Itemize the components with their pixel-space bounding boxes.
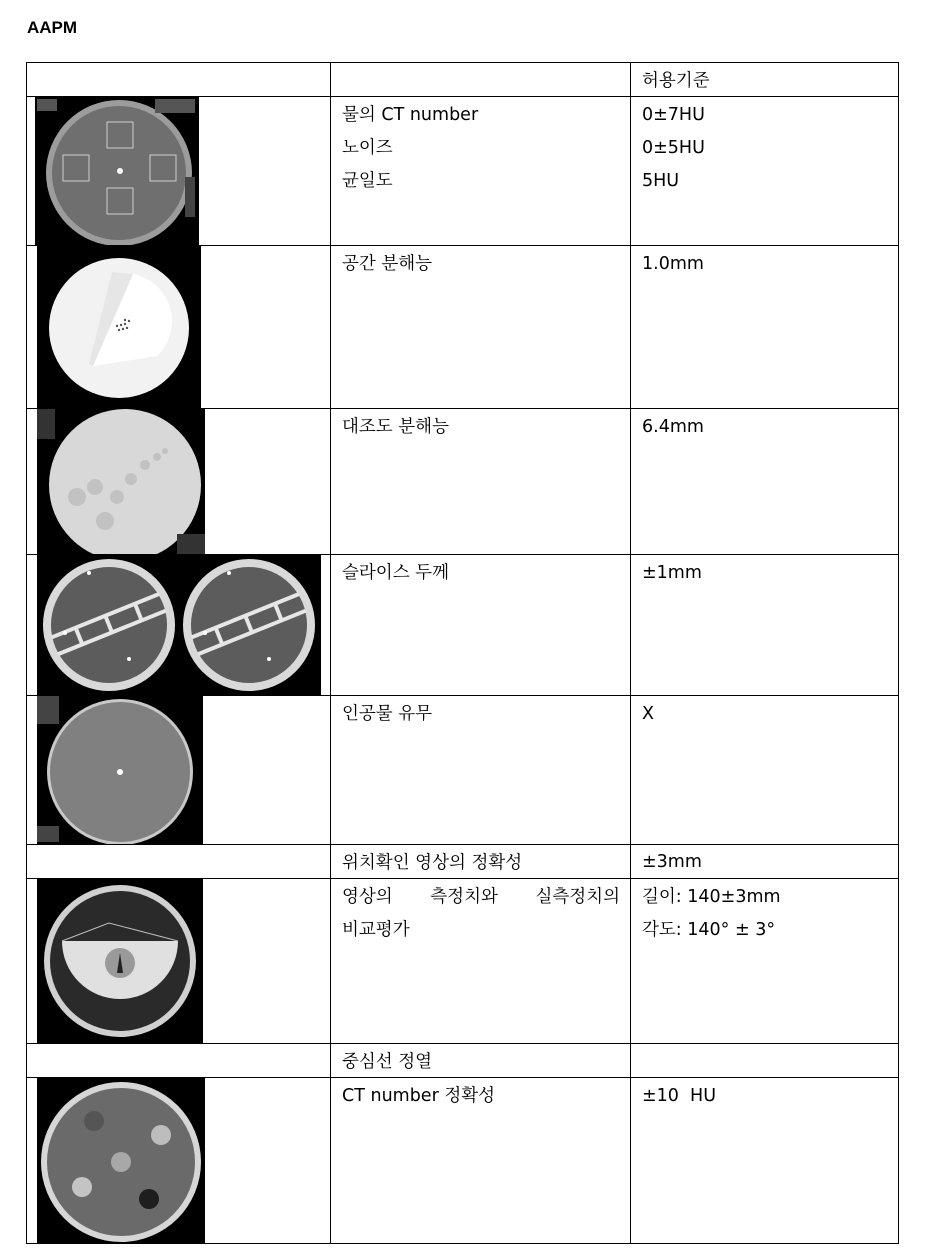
criteria-cell [631,409,899,555]
item-label: 대조도 분해능 [342,417,449,437]
criteria-cell [631,1044,899,1078]
item-word: 실측정치의 [535,887,620,907]
item-label: 공간 분해능 [342,254,433,274]
image-cell [27,97,331,246]
document-title: AAPM [27,18,78,37]
criteria-value: X [642,704,654,724]
table-header-row [27,63,899,97]
criteria-value: 6.4mm [642,417,704,437]
header-criteria-cell: 허용기준 [631,63,899,97]
table-row [27,879,899,1044]
criteria-value: ±1mm [642,563,702,583]
table-row [27,1044,899,1078]
header-image-cell [27,63,331,97]
item-cell [331,555,631,696]
item-cell [331,1078,631,1244]
criteria-cell [631,246,899,409]
image-cell [27,845,331,879]
item-cell [331,97,631,246]
image-cell [27,555,331,696]
item-label [342,887,630,920]
spatial-resolution-phantom-ct-image [37,246,201,408]
criteria-value: 0±7HU [642,105,705,125]
table-row [27,409,899,555]
criteria-value: 길이: 140±3mm [642,887,781,907]
item-label: 인공물 유무 [342,704,433,724]
table-row [27,696,899,845]
criteria-value: 1.0mm [642,254,704,274]
item-cell [331,246,631,409]
criteria-value: 각도: 140° ± 3° [642,920,776,940]
table-row [27,97,899,246]
criteria-cell [631,696,899,845]
distance-angle-phantom-ct-image [37,879,203,1043]
image-cell [27,246,331,409]
image-cell [27,409,331,555]
item-label: 균일도 [342,171,393,191]
table-row [27,555,899,696]
criteria-value: ±10 HU [642,1086,717,1106]
table-row [27,1078,899,1244]
criteria-value: 0±5HU [642,138,705,158]
criteria-cell [631,97,899,246]
artifact-phantom-ct-image [37,696,203,844]
header-item-cell [331,63,631,97]
table-row [27,246,899,409]
item-word: 영상의 [342,887,393,907]
criteria-cell [631,879,899,1044]
criteria-cell [631,555,899,696]
item-cell [331,696,631,845]
item-cell [331,409,631,555]
ct-number-accuracy-phantom-ct-image [37,1078,205,1243]
item-cell [331,879,631,1044]
slice-thickness-phantom-ct-images [37,555,321,695]
table-row [27,845,899,879]
criteria-cell [631,1078,899,1244]
item-label: 노이즈 [342,138,393,158]
image-cell [27,1044,331,1078]
image-cell [27,879,331,1044]
item-label: 비교평가 [342,920,410,940]
aapm-qa-table [26,62,899,1244]
item-word: 측정치와 [430,887,498,907]
item-cell: 중심선 정열 [331,1044,631,1078]
item-label: 슬라이스 두께 [342,563,449,583]
uniformity-phantom-ct-image [35,97,199,245]
criteria-value: 5HU [642,171,680,191]
item-label: 물의 CT number [342,105,479,125]
contrast-resolution-phantom-ct-image [37,409,205,554]
image-cell [27,696,331,845]
item-label: CT number 정확성 [342,1086,496,1106]
criteria-cell: ±3mm [631,845,899,879]
item-cell: 위치확인 영상의 정확성 [331,845,631,879]
image-cell [27,1078,331,1244]
